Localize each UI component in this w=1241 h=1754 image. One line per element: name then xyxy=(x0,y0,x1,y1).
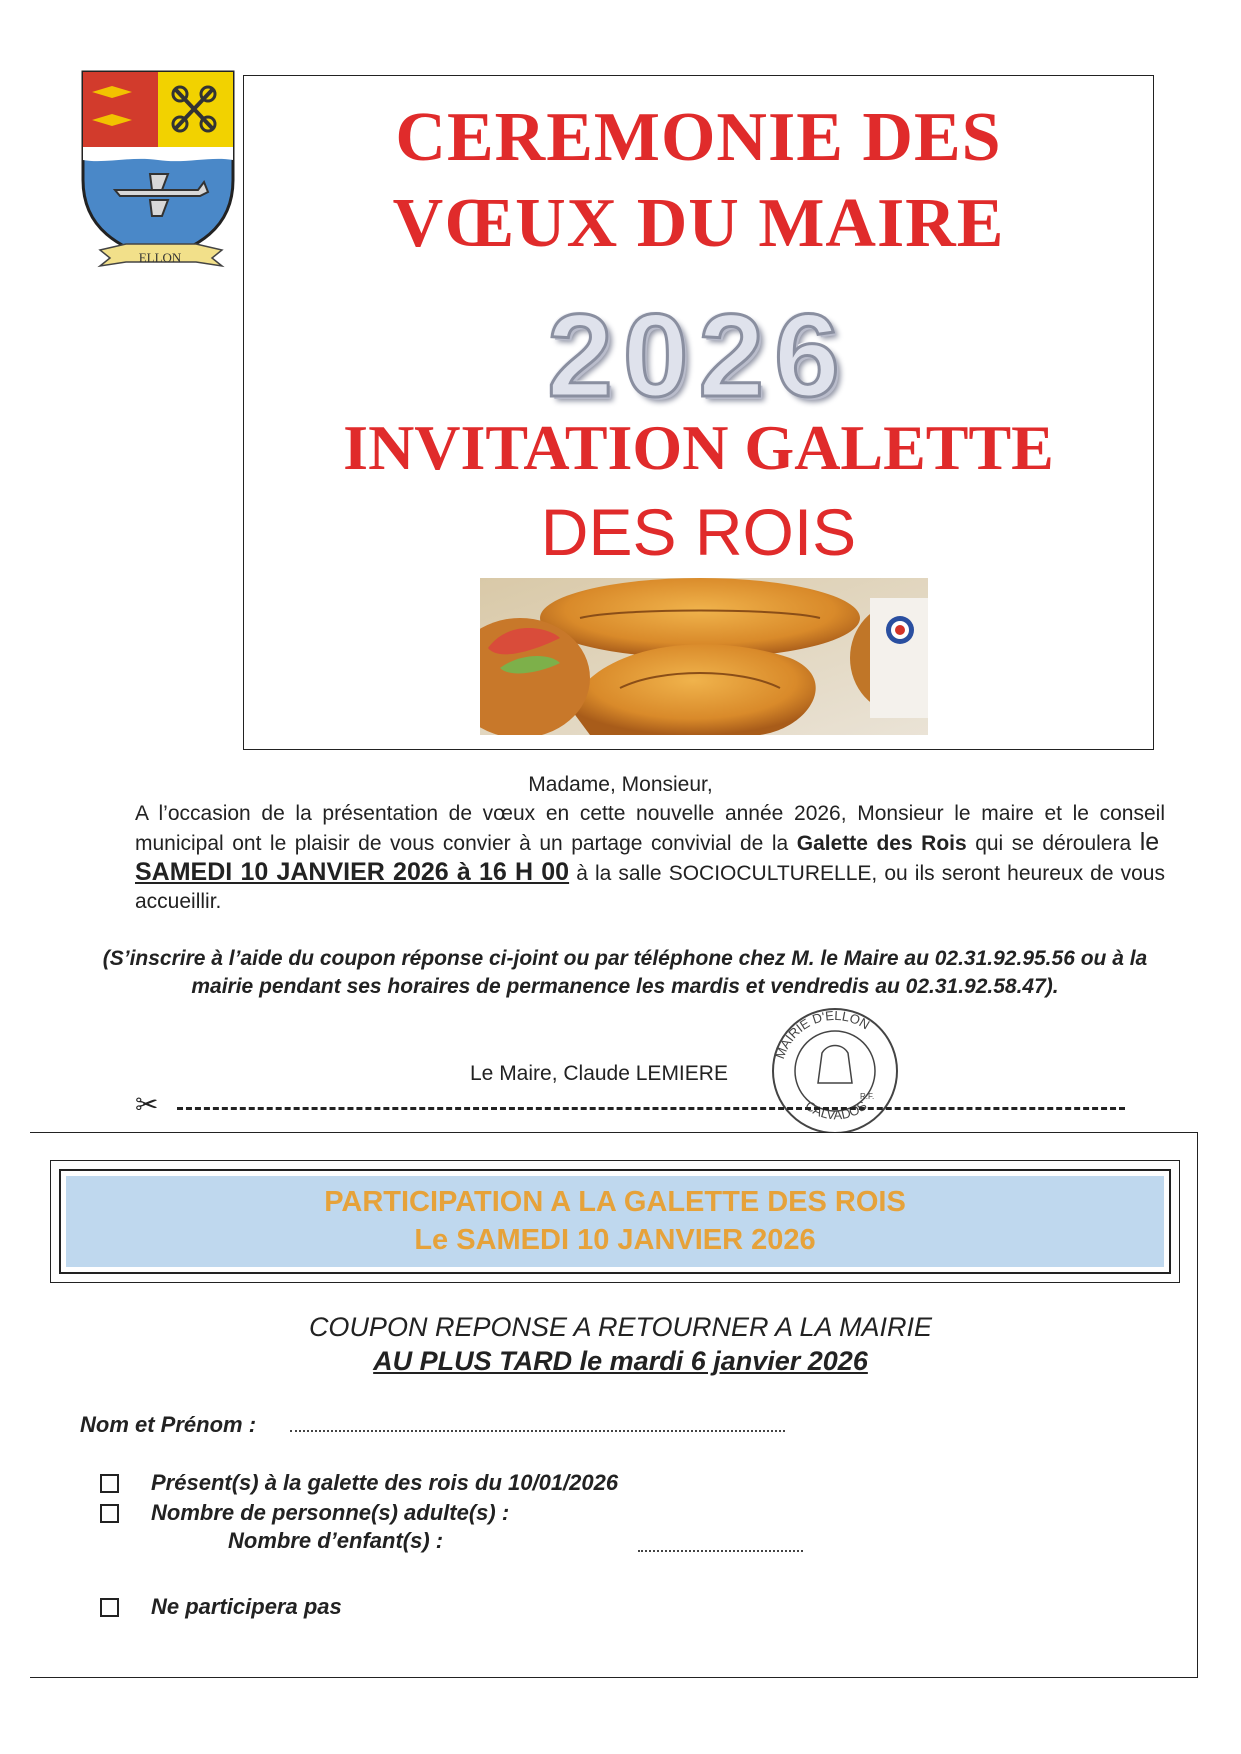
title-line-1: CEREMONIE DES xyxy=(395,99,1002,176)
subtitle-line-1: INVITATION GALETTE xyxy=(343,412,1054,483)
adults-label: Nombre de personne(s) adulte(s) : xyxy=(151,1500,510,1525)
galette-photo xyxy=(480,578,928,735)
stamp-bottom-text: CALVADOS xyxy=(802,1097,870,1123)
name-field-label: Nom et Prénom : xyxy=(80,1412,257,1437)
present-label: Présent(s) à la galette des rois du 10/01/2026 xyxy=(151,1470,619,1495)
present-checkbox[interactable] xyxy=(100,1474,119,1493)
participation-banner xyxy=(50,1160,1180,1283)
paragraph-text-1: A l’occasion de la présentation de vœux en cette nouvelle année 2026, Monsieur le maire et le conseil municipal ont le plaisir de vous convier à un partage convivial de la xyxy=(135,802,1165,855)
registration-note: (S’inscrire à l’aide du coupon réponse ci-joint ou par téléphone chez M. le Maire au 02.31.92.95.56 ou à la mairie pendant ses horaires de permanence les mardis et vendredis au 02.31.92.58.47). xyxy=(102,947,1148,998)
name-field-line[interactable] xyxy=(290,1430,785,1432)
adults-checkbox[interactable] xyxy=(100,1504,119,1523)
coupon-bottom-rule xyxy=(30,1677,1198,1678)
absent-checkbox[interactable] xyxy=(100,1598,119,1617)
scissors-icon: ✂ xyxy=(135,1089,159,1120)
cut-line xyxy=(135,1089,1125,1124)
salutation: Madame, Monsieur, xyxy=(528,773,713,796)
mayor-signature: Le Maire, Claude LEMIERE xyxy=(470,1062,728,1085)
paragraph-bold-galette: Galette des Rois xyxy=(796,832,967,855)
event-date: SAMEDI 10 JANVIER 2026 à 16 H 00 xyxy=(135,858,570,886)
year-graphic: 2026 xyxy=(547,290,850,422)
stamp-center-text: R.F. xyxy=(860,1092,875,1101)
children-label: Nombre d’enfant(s) : xyxy=(228,1528,444,1553)
title-line-2: VŒUX DU MAIRE xyxy=(392,185,1005,262)
stamp-top-text: MAIRIE D'ELLON xyxy=(772,1007,873,1061)
paragraph-text-3: à la salle SOCIOCULTURELLE, ou ils seront heureux de vous accueillir. xyxy=(135,862,1165,913)
invitation-header-box xyxy=(243,75,1154,750)
paragraph-text-2: qui se déroulera xyxy=(966,832,1140,855)
ellon-crest-logo xyxy=(80,70,240,270)
invitation-paragraph xyxy=(135,800,1165,916)
banner-line-1: PARTICIPATION A LA GALETTE DES ROIS xyxy=(324,1186,906,1218)
subtitle-line-2: DES ROIS xyxy=(540,495,857,569)
banner-line-2: Le SAMEDI 10 JANVIER 2026 xyxy=(414,1224,816,1256)
coupon-title: COUPON REPONSE A RETOURNER A LA MAIRIE xyxy=(308,1312,933,1342)
crest-banner-text: ELLON xyxy=(138,250,182,265)
coupon-deadline: AU PLUS TARD le mardi 6 janvier 2026 xyxy=(373,1346,868,1376)
children-count-line[interactable] xyxy=(638,1550,803,1552)
dashed-separator xyxy=(177,1107,1125,1110)
absent-label: Ne participera pas xyxy=(151,1594,342,1619)
paragraph-le: le xyxy=(1139,828,1160,856)
